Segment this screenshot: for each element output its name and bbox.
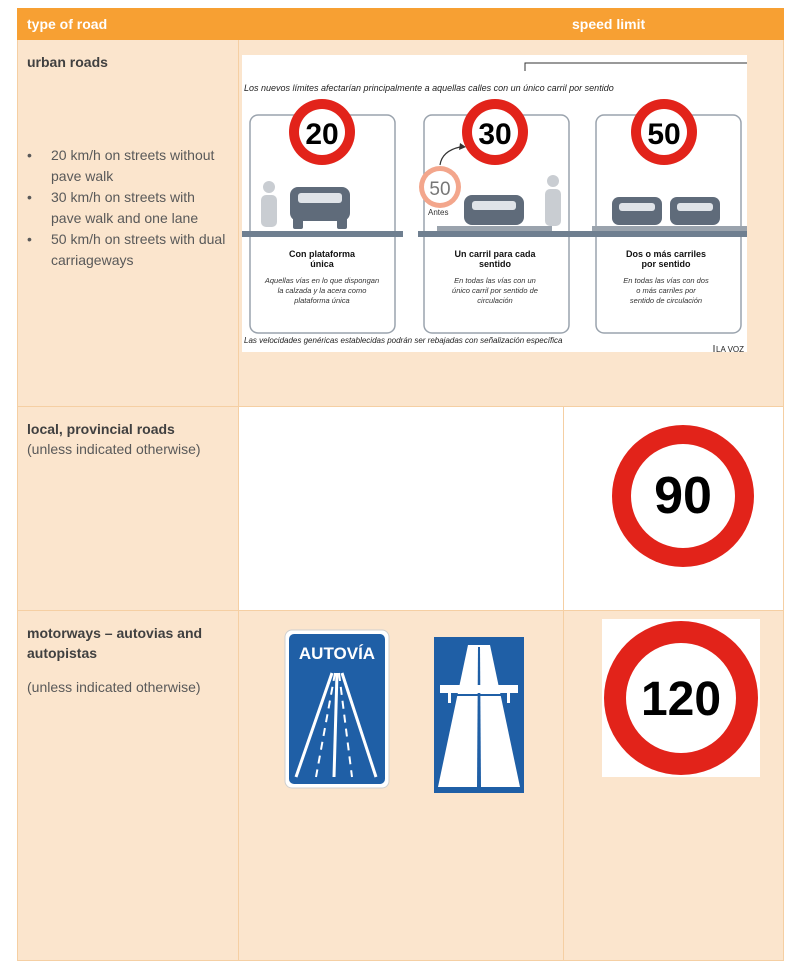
sign-90-value: 90 <box>654 467 712 525</box>
panel-1-limit: 20 <box>305 118 339 151</box>
autovia-sign <box>284 629 390 789</box>
autovia-label: AUTOVÍA <box>298 644 376 663</box>
list-item: • 20 km/h on streets without pave walk <box>27 145 227 187</box>
svg-text:única: única <box>310 259 334 269</box>
sign-120-value: 120 <box>640 673 722 726</box>
motorway-sign-cell <box>564 611 784 961</box>
speed-limit-120-sign <box>602 619 760 777</box>
urban-title: urban roads <box>27 54 108 70</box>
svg-text:Dos o más carriles: Dos o más carriles <box>625 249 707 259</box>
urban-bullet-list <box>27 145 227 271</box>
header-speed-limit: speed limit <box>572 16 646 32</box>
svg-text:la calzada y la acera como: la calzada y la acera como <box>277 286 367 295</box>
infographic-source: LA VOZ <box>716 345 745 352</box>
speed-limit-90-sign <box>608 421 758 571</box>
motorway-signs-cell <box>239 611 564 961</box>
urban-label-cell <box>17 40 239 407</box>
infographic-top-caption: Los nuevos límites afectarían principalmente a aquellas calles con un único carril por sentido <box>244 83 614 93</box>
autopista-sign <box>434 637 524 793</box>
local-label-cell <box>17 407 239 611</box>
svg-text:único carril por sentido de: único carril por sentido de <box>452 286 538 295</box>
svg-text:sentido de circulación: sentido de circulación <box>629 296 703 305</box>
svg-text:Un carril para cada: Un carril para cada <box>454 249 536 259</box>
local-note: (unless indicated otherwise) <box>27 441 201 457</box>
list-item: • 50 km/h on streets with dual carriageways <box>27 229 227 271</box>
local-title: local, provincial roads <box>27 421 175 437</box>
panel-2-limit: 30 <box>478 118 512 151</box>
urban-speed-infographic <box>242 55 747 352</box>
svg-text:Aquellas vías en lo que dispon: Aquellas vías en lo que dispongan <box>264 276 380 285</box>
svg-text:por sentido: por sentido <box>641 259 691 269</box>
local-sign-cell <box>564 407 784 611</box>
svg-text:En todas las vías con un: En todas las vías con un <box>454 276 536 285</box>
table-header <box>17 8 784 40</box>
motorway-note: (unless indicated otherwise) <box>27 679 201 695</box>
panel-3-limit: 50 <box>647 118 681 151</box>
list-item: • 30 km/h on streets with pave walk and one lane <box>27 187 227 229</box>
old-limit: 50 <box>429 179 451 200</box>
motorway-title: motorways – autovias and autopistas <box>27 625 203 661</box>
svg-text:sentido: sentido <box>478 259 512 269</box>
svg-text:plataforma única: plataforma única <box>294 296 350 305</box>
motorway-label-cell <box>17 611 239 961</box>
infographic-bottom-caption: Las velocidades genéricas establecidas podrán ser rebajadas con señalización específica <box>244 336 563 345</box>
header-type-of-road: type of road <box>27 16 108 32</box>
svg-text:Con plataforma: Con plataforma <box>288 249 356 259</box>
old-limit-label: Antes <box>428 208 449 217</box>
svg-text:circulación: circulación <box>477 296 513 305</box>
svg-text:En todas las vías con dos: En todas las vías con dos <box>623 276 709 285</box>
svg-text:o más carriles por: o más carriles por <box>636 286 696 295</box>
local-empty-cell <box>239 407 564 611</box>
